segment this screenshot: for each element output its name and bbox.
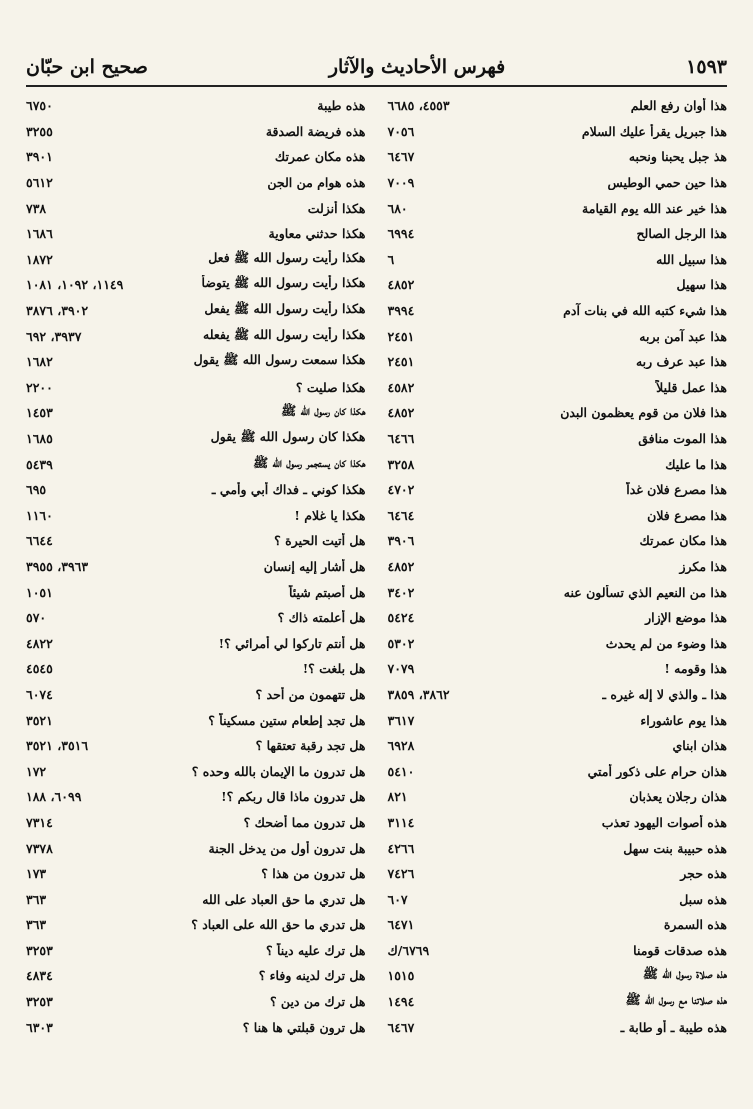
- index-entry: [26, 579, 366, 605]
- entry-text: هل ترون قبلتي ها هنا ؟: [242, 1019, 366, 1035]
- entry-text: هذا مصرع فلان غداً: [626, 482, 727, 498]
- index-columns: [26, 93, 727, 1053]
- entry-number: ٤٨٥٢: [387, 558, 415, 574]
- index-entry: [26, 323, 366, 349]
- entry-text: هل أصبتم شيئاً: [288, 584, 366, 600]
- index-entry: [26, 170, 366, 196]
- index-entry: [26, 758, 366, 784]
- index-entry: [26, 912, 366, 938]
- entry-number: ٧٣٨: [26, 200, 47, 216]
- entry-text: هذه صدقات قومنا: [633, 942, 727, 958]
- entry-number: ٣٥٢١: [26, 712, 53, 728]
- entry-text: هكذا سمعت رسول الله ﷺ يقول: [193, 352, 366, 368]
- entry-text: هكذا حدثني معاوية: [268, 226, 366, 242]
- index-entry: [388, 630, 728, 656]
- entry-text: هكذا رأيت رسول الله ﷺ يتوضأ: [201, 275, 366, 291]
- index-entry: [388, 528, 728, 554]
- index-entry: [388, 221, 728, 247]
- index-entry: [388, 503, 728, 529]
- left-column: [26, 93, 366, 1053]
- entry-number: ٧٣٧٨: [26, 840, 53, 856]
- entry-text: هذه صلاتنا مع رسول الله ﷺ: [625, 992, 727, 1008]
- right-column: [388, 93, 728, 1053]
- entry-text: هذا شيء كتبه الله في بنات آدم: [563, 303, 727, 319]
- entry-number: ٥٧٠: [26, 610, 47, 626]
- entry-number: ٤٧٠٢: [387, 482, 415, 498]
- index-entry: [26, 477, 366, 503]
- index-entry: [26, 426, 366, 452]
- entry-text: هل تجد إطعام ستين مسكيناً ؟: [208, 712, 366, 728]
- index-entry: [388, 247, 728, 273]
- entry-text: هذا حين حمي الوطيس: [607, 175, 727, 191]
- index-entry: [26, 119, 366, 145]
- entry-text: هذه صلاة رسول الله ﷺ: [642, 966, 727, 982]
- entry-number: ٣١١٤: [387, 814, 415, 830]
- index-entry: [388, 938, 728, 964]
- entry-text: هذا سهيل: [676, 277, 727, 293]
- entry-number: ٦٩٥: [26, 482, 47, 498]
- entry-number: ٥٤١٠: [387, 763, 415, 779]
- index-entry: [388, 349, 728, 375]
- entry-text: هذه حبيبة بنت سهل: [623, 840, 727, 856]
- entry-number: ٧٤٢٦: [387, 866, 415, 882]
- entry-text: هل ترك عليه ديناً ؟: [266, 942, 366, 958]
- index-entry: [26, 144, 366, 170]
- entry-text: هذا وضوء من لم يحدث: [605, 635, 727, 651]
- entry-number: ٦٤٧١: [387, 917, 415, 933]
- index-entry: [388, 861, 728, 887]
- entry-number: ٦٧٥٠: [26, 98, 53, 114]
- index-entry: [388, 758, 728, 784]
- index-entry: [388, 119, 728, 145]
- entry-text: هل تدرون مما أضحك ؟: [243, 814, 366, 830]
- entry-text: هذا مكان عمرتك: [639, 533, 727, 549]
- entry-number: ٤٥٥٣، ٦٦٨٥: [387, 98, 450, 114]
- entry-number: ٦٠٧: [387, 891, 408, 907]
- entry-number: ٣٩٠١: [26, 149, 53, 165]
- entry-number: ٤٥٨٢: [387, 379, 415, 395]
- entry-text: هذه أصوات اليهود تعذب: [601, 814, 727, 830]
- entry-number: ٣٩٦٣، ٣٩٥٥: [26, 558, 89, 574]
- entry-text: هذا وقومه !: [664, 661, 727, 677]
- entry-number: ٤٨٢٢: [26, 635, 53, 651]
- index-entry: [388, 400, 728, 426]
- index-entry: [26, 810, 366, 836]
- page-number: ١٥٩٣: [686, 56, 727, 78]
- entry-number: ٤٥٤٥: [26, 661, 53, 677]
- entry-number: ٦٤٦٦: [387, 431, 415, 447]
- entry-number: ٣٢٥٣: [26, 994, 53, 1010]
- entry-number: ٢٤٥١: [387, 354, 415, 370]
- entry-text: هذا يوم عاشوراء: [640, 712, 727, 728]
- entry-number: ١٦٨٦: [26, 226, 53, 242]
- index-entry: [388, 605, 728, 631]
- entry-text: هذا ـ والذي لا إله غيره ـ: [602, 686, 727, 702]
- entry-number: ٦٩٩٤: [387, 226, 415, 242]
- entry-text: هكذا أنزلت: [307, 200, 366, 216]
- index-entry: [388, 579, 728, 605]
- entry-number: ١١٤٩، ١٠٩٢، ١٠٨١: [26, 277, 124, 293]
- entry-text: هكذا كوني ـ فداك أبي وأمي ـ: [211, 482, 366, 498]
- entry-number: ٥٤٢٤: [387, 610, 415, 626]
- index-entry: [26, 861, 366, 887]
- entry-text: هذان ابناي: [672, 738, 727, 754]
- index-entry: [26, 375, 366, 401]
- entry-number: ١٧٣: [26, 866, 47, 882]
- entry-text: هذا مصرع فلان: [647, 507, 727, 523]
- entry-number: ٤٨٥٢: [387, 277, 415, 293]
- entry-number: ٦٤٦٤: [387, 507, 415, 523]
- entry-number: ٣٤٠٢: [387, 584, 415, 600]
- index-entry: [388, 170, 728, 196]
- index-entry: [388, 963, 728, 989]
- index-entry: [388, 375, 728, 401]
- entry-number: ٣٥١٦، ٣٥٢١: [26, 738, 89, 754]
- index-entry: [26, 247, 366, 273]
- entry-number: ٦٤٦٧: [387, 149, 415, 165]
- entry-number: ٦٩٢٨: [387, 738, 415, 754]
- index-entry: [388, 93, 728, 119]
- entry-number: ١٥١٥: [387, 968, 415, 984]
- index-entry: [388, 323, 728, 349]
- index-entry: [388, 195, 728, 221]
- entry-text: هذه السمرة: [663, 917, 727, 933]
- entry-number: ٧٠٠٩: [387, 175, 415, 191]
- entry-text: هكذا كان رسول الله ﷺ: [281, 403, 366, 419]
- entry-text: هكذا كان يستجمر رسول الله ﷺ: [253, 454, 366, 470]
- index-entry: [26, 886, 366, 912]
- index-entry: [388, 1014, 728, 1040]
- entry-number: ١٦٨٥: [26, 431, 53, 447]
- index-entry: [388, 554, 728, 580]
- entry-number: ١٦٨٢: [26, 354, 53, 370]
- entry-text: هل تتهمون من أحد ؟: [255, 686, 366, 702]
- entry-text: هذا الرجل الصالح: [636, 226, 727, 242]
- entry-text: هل تجد رقبة تعتقها ؟: [255, 738, 366, 754]
- index-entry: [26, 298, 366, 324]
- entry-number: ٦٣٠٣: [26, 1019, 53, 1035]
- entry-number: ٦٨٠: [387, 200, 408, 216]
- entry-text: هل ترك من دين ؟: [269, 994, 366, 1010]
- book-title: صحيح ابن حبّان: [26, 56, 148, 78]
- entry-number: ٣٩٣٧، ٦٩٢: [26, 328, 82, 344]
- index-entry: [388, 810, 728, 836]
- index-entry: [388, 886, 728, 912]
- index-title: فهرس الأحاديث والآثار: [328, 56, 506, 78]
- entry-text: هل تدرون من هذا ؟: [261, 866, 366, 882]
- index-entry: [388, 298, 728, 324]
- entry-text: هذا سبيل الله: [656, 251, 727, 267]
- entry-number: ٨٢١: [387, 789, 408, 805]
- index-entry: [26, 221, 366, 247]
- entry-text: هكذا رأيت رسول الله ﷺ فعل: [208, 249, 366, 265]
- entry-number: ٣٢٥٨: [387, 456, 415, 472]
- entry-text: هذان رجلان يعذبان: [629, 789, 727, 805]
- entry-text: هل أشار إليه إنسان: [263, 558, 366, 574]
- entry-number: ٧٠٥٦: [387, 123, 415, 139]
- entry-text: هذه هوام من الجن: [267, 175, 366, 191]
- entry-number: ٦٤٦٧: [387, 1019, 415, 1035]
- entry-text: هل أتيت الحيرة ؟: [274, 533, 366, 549]
- entry-text: هل أنتم تاركوا لي أمرائي ؟!: [218, 635, 366, 651]
- entry-number: ٣٦٣: [26, 917, 47, 933]
- entry-text: هل تدرون أول من يدخل الجنة: [208, 840, 366, 856]
- index-entry: [26, 938, 366, 964]
- index-entry: [388, 451, 728, 477]
- index-entry: [388, 656, 728, 682]
- entry-text: هكذا رأيت رسول الله ﷺ يفعل: [204, 301, 366, 317]
- entry-number: ١١٦٠: [26, 507, 53, 523]
- index-entry: [388, 477, 728, 503]
- index-entry: [26, 554, 366, 580]
- index-entry: [388, 733, 728, 759]
- entry-number: ٦٠٧٤: [26, 686, 53, 702]
- index-entry: [388, 835, 728, 861]
- index-entry: [388, 989, 728, 1015]
- index-entry: [26, 733, 366, 759]
- entry-text: هل ترك لدينه وفاء ؟: [258, 968, 366, 984]
- index-entry: [26, 835, 366, 861]
- entry-text: هذا مكرز: [679, 558, 727, 574]
- entry-text: هل تدري ما حق الله على العباد ؟: [191, 917, 366, 933]
- entry-text: هل أعلمته ذاك ؟: [277, 610, 366, 626]
- entry-text: هذا عبد عرف ربه: [635, 354, 727, 370]
- entry-text: هذه طيبة: [317, 98, 366, 114]
- entry-number: ٦٠٩٩، ١٨٨: [26, 789, 82, 805]
- entry-number: ٢٢٠٠: [26, 379, 53, 395]
- entry-number: ٣٢٥٣: [26, 942, 53, 958]
- entry-text: هذه فريضة الصدقة: [265, 123, 366, 139]
- entry-number: ٢٤٥١: [387, 328, 415, 344]
- index-entry: [26, 93, 366, 119]
- index-entry: [26, 400, 366, 426]
- index-entry: [26, 682, 366, 708]
- index-entry: [26, 503, 366, 529]
- index-entry: [26, 656, 366, 682]
- entry-number: ٣٩٠٢، ٣٨٧٦: [26, 303, 89, 319]
- entry-text: هكذا كان رسول الله ﷺ يقول: [210, 429, 366, 445]
- entry-number: ٣٩٠٦: [387, 533, 415, 549]
- entry-number: ٦٦٤٤: [26, 533, 53, 549]
- header-rule: [26, 85, 727, 87]
- entry-number: ١٤٥٣: [26, 405, 53, 421]
- entry-text: هذان حرام على ذكور أمتي: [587, 763, 727, 779]
- entry-text: هل تدرون ما الإيمان بالله وحده ؟: [191, 763, 366, 779]
- entry-text: هذ جبل يحبنا ونحبه: [628, 149, 727, 165]
- entry-text: هذا موضع الإزار: [645, 610, 727, 626]
- index-entry: [388, 426, 728, 452]
- index-entry: [26, 349, 366, 375]
- entry-number: ١٨٧٢: [26, 251, 53, 267]
- index-entry: [26, 784, 366, 810]
- entry-number: ٥٣٠٢: [387, 635, 415, 651]
- entry-text: هذا فلان من قوم يعظمون البدن: [560, 405, 727, 421]
- entry-text: هذه طيبة ـ أو طابة ـ: [620, 1019, 727, 1035]
- entry-number: ١٠٥١: [26, 584, 53, 600]
- page-header: [26, 50, 727, 84]
- index-entry: [26, 989, 366, 1015]
- entry-number: ٥٦١٢: [26, 175, 53, 191]
- entry-text: هذا عبد آمن بربه: [639, 328, 727, 344]
- entry-number: ٧٣١٤: [26, 814, 53, 830]
- entry-text: هذا خير عند الله يوم القيامة: [582, 200, 727, 216]
- index-entry: [388, 682, 728, 708]
- index-entry: [26, 605, 366, 631]
- entry-number: ٣٢٥٥: [26, 123, 53, 139]
- index-entry: [388, 707, 728, 733]
- entry-number: ٤٢٦٦: [387, 840, 415, 856]
- entry-number: ٧٠٧٩: [387, 661, 415, 677]
- entry-number: ٦٧٦٩/ك: [387, 942, 430, 958]
- index-entry: [26, 707, 366, 733]
- entry-number: ٦: [387, 251, 395, 267]
- entry-text: هذا أوان رفع العلم: [630, 98, 727, 114]
- index-entry: [26, 963, 366, 989]
- index-entry: [388, 912, 728, 938]
- entry-text: هكذا رأيت رسول الله ﷺ يفعله: [203, 326, 366, 342]
- entry-text: هذه حجر: [680, 866, 727, 882]
- entry-text: هل تدرون ماذا قال ربكم ؟!: [221, 789, 366, 805]
- entry-number: ٣٦١٧: [387, 712, 415, 728]
- index-entry: [26, 195, 366, 221]
- index-entry: [26, 451, 366, 477]
- entry-text: هذا الموت منافق: [638, 431, 727, 447]
- entry-number: ١٤٩٤: [387, 994, 415, 1010]
- entry-text: هل تدري ما حق العباد على الله: [202, 891, 366, 907]
- index-entry: [26, 272, 366, 298]
- entry-text: هذا جبريل يقرأ عليك السلام: [581, 123, 727, 139]
- entry-number: ٤٨٣٤: [26, 968, 53, 984]
- entry-text: هذه سبل: [679, 891, 727, 907]
- index-entry: [388, 144, 728, 170]
- entry-text: هذا من النعيم الذي تسألون عنه: [563, 584, 727, 600]
- index-entry: [26, 528, 366, 554]
- index-entry: [388, 784, 728, 810]
- entry-text: هكذا يا غلام !: [294, 507, 366, 523]
- entry-number: ٣٩٩٤: [387, 303, 415, 319]
- entry-number: ٣٦٣: [26, 891, 47, 907]
- entry-number: ٤٨٥٢: [387, 405, 415, 421]
- entry-number: ٣٨٦٢، ٣٨٥٩: [387, 686, 450, 702]
- index-entry: [26, 1014, 366, 1040]
- entry-number: ٥٤٣٩: [26, 456, 53, 472]
- entry-text: هذه مكان عمرتك: [274, 149, 366, 165]
- entry-text: هل بلغت ؟!: [302, 661, 366, 677]
- entry-text: هكذا صليت ؟: [295, 379, 366, 395]
- entry-number: ١٧٢: [26, 763, 47, 779]
- index-entry: [26, 630, 366, 656]
- entry-text: هذا عمل قليلاً: [656, 379, 727, 395]
- index-entry: [388, 272, 728, 298]
- entry-text: هذا ما عليك: [665, 456, 727, 472]
